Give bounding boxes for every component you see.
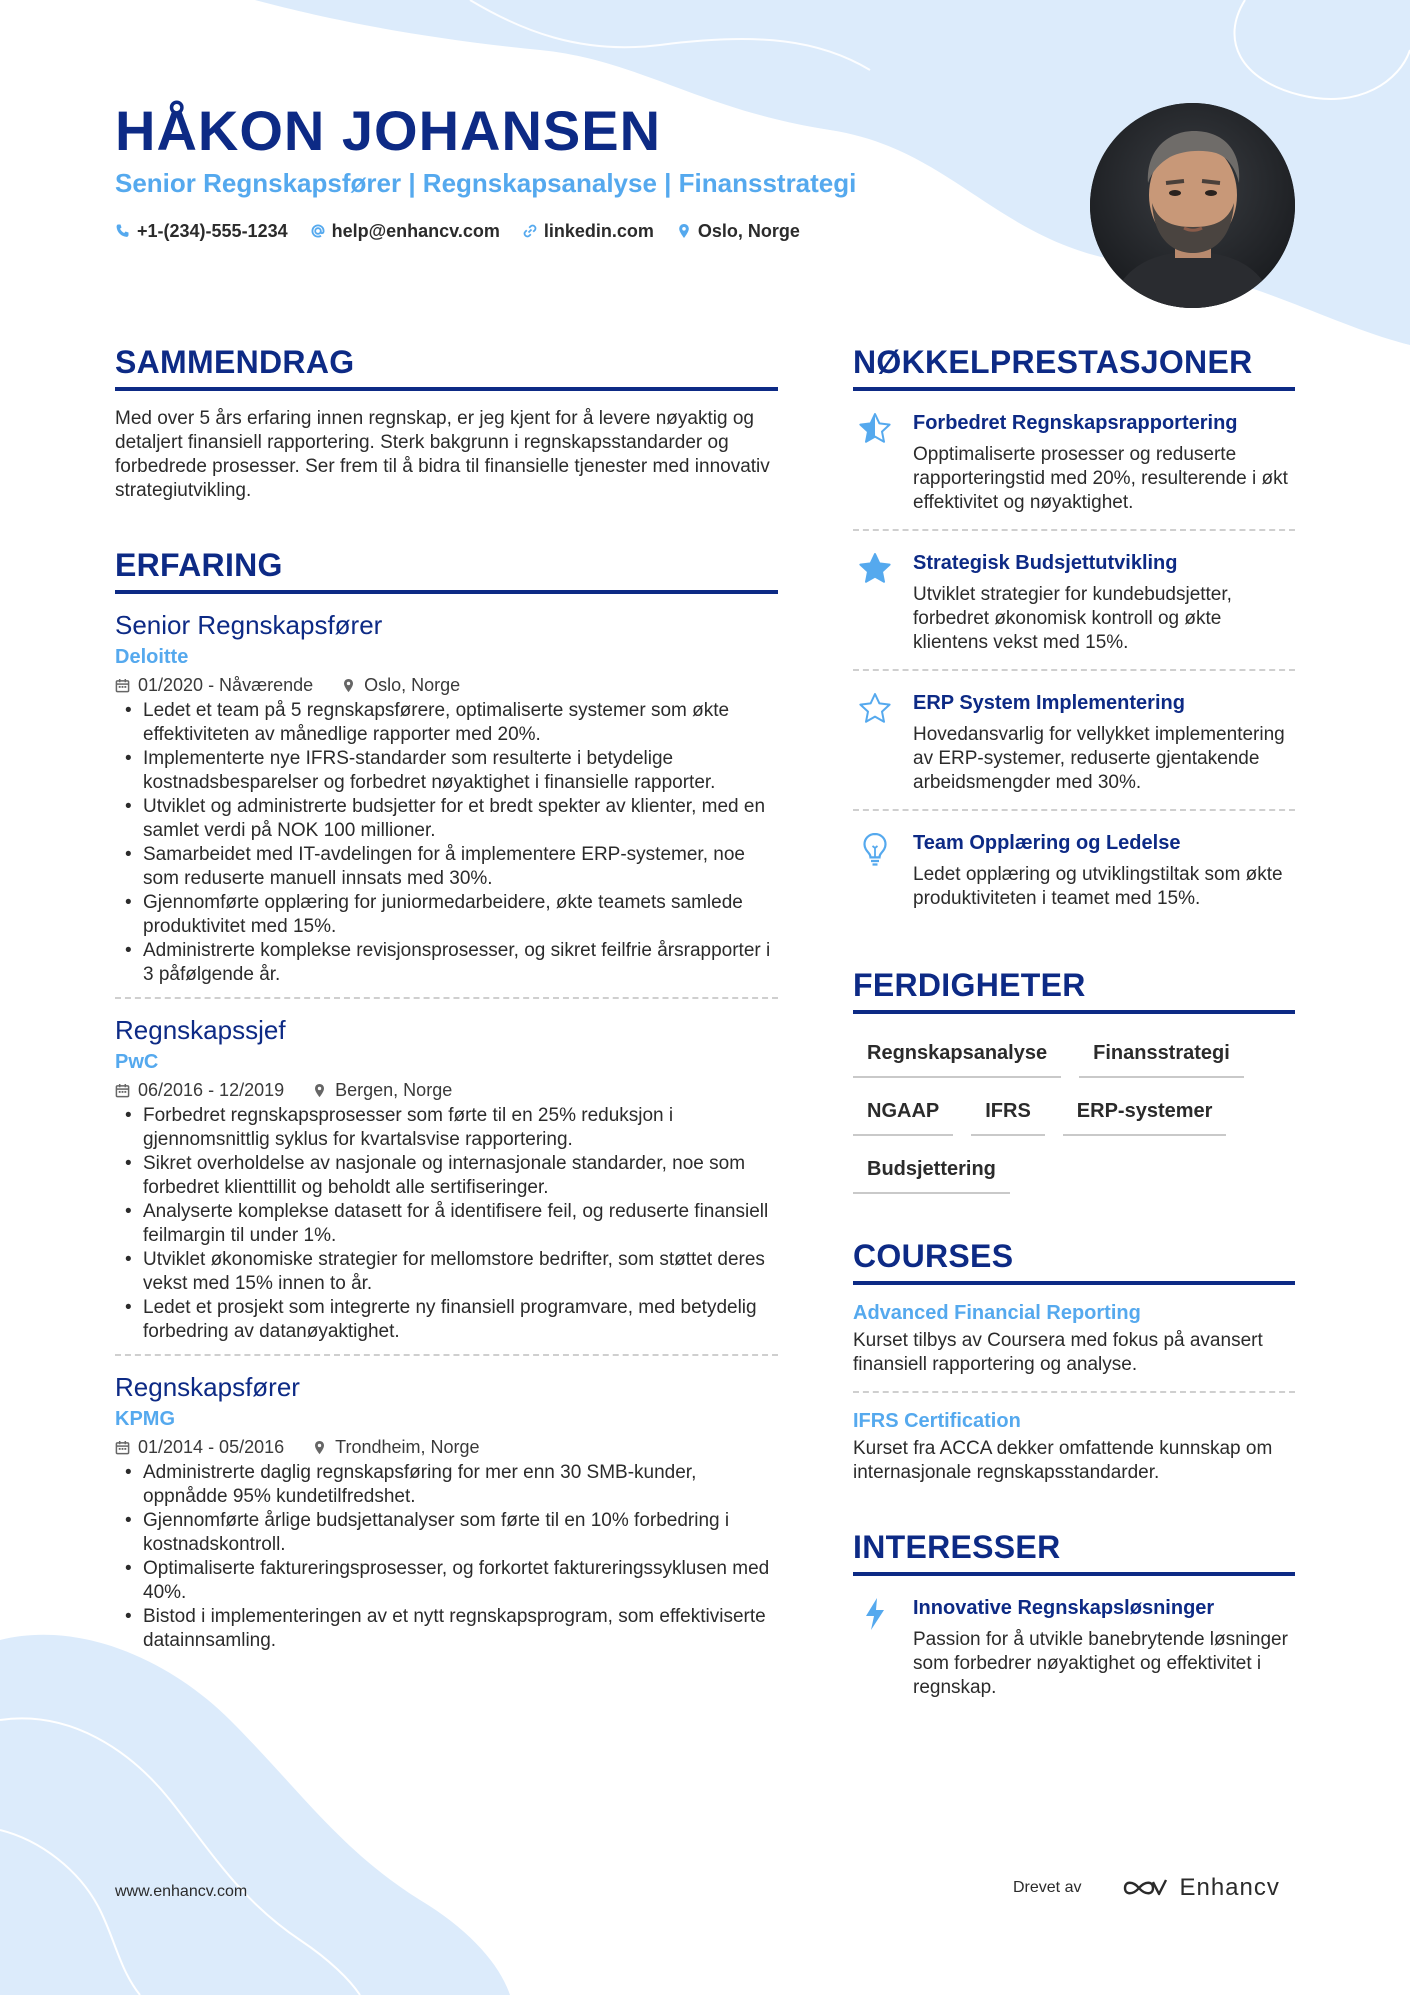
job-bullets	[115, 1104, 778, 1344]
right-column	[853, 340, 1295, 1714]
left-column	[115, 340, 778, 1653]
achievement-desc: Hovedansvarlig for vellykket implementering av ERP-systemer, reduserte gjentakende arbeidsmengder med 30%.	[913, 724, 1285, 793]
job-entry	[115, 594, 778, 999]
enhancv-logo-icon	[1121, 1875, 1169, 1901]
job-bullet: • Bistod i implementeringen av et nytt regnskapsprogram, som effektiviserte datainnsamling.	[115, 1605, 778, 1653]
job-meta	[115, 1077, 778, 1103]
course-title: IFRS Certification	[853, 1410, 1021, 1432]
job-location	[341, 672, 460, 698]
location-pin-icon	[676, 223, 692, 239]
job-bullet: • Utviklet økonomiske strategier for mellomstore bedrifter, som støttet deres vekst med 15% innen to år.	[115, 1248, 778, 1296]
linkedin-text: linkedin.com	[543, 221, 654, 241]
lightning-icon	[857, 1596, 893, 1632]
profile-photo	[1090, 103, 1295, 308]
footer-branding	[1013, 1874, 1280, 1902]
contact-email[interactable]	[310, 218, 500, 244]
job-meta	[115, 672, 778, 698]
job-entry	[115, 999, 778, 1356]
job-location	[312, 1077, 452, 1103]
job-location	[312, 1434, 479, 1460]
at-icon	[310, 223, 326, 239]
job-company: KPMG	[115, 1408, 175, 1430]
course-title: Advanced Financial Reporting	[853, 1302, 1141, 1324]
contact-location	[676, 218, 800, 244]
portrait-illustration	[1090, 103, 1295, 308]
achievement-item	[853, 531, 1295, 669]
location-pin-icon	[341, 678, 356, 693]
course-desc: Kurset tilbys av Coursera med fokus på avansert finansiell rapportering og analyse.	[853, 1330, 1263, 1375]
link-icon	[522, 223, 538, 239]
job-bullet: • Forbedret regnskapsprosesser som førte til en 25% reduksjon i gjennomsnittlig syklus for kvartalsvise rapportering.	[115, 1104, 778, 1152]
job-company: PwC	[115, 1051, 159, 1073]
job-dates-text: 06/2016 - 12/2019	[138, 1080, 285, 1100]
job-dates-text: 01/2014 - 05/2016	[138, 1437, 285, 1457]
email-text: help@enhancv.com	[331, 221, 500, 241]
enhancv-logo-text: Enhancv	[1179, 1874, 1280, 1901]
job-bullet: • Analyserte komplekse datasett for å identifisere feil, og reduserte finansiell feilmargin til under 1%.	[115, 1200, 778, 1248]
powered-by-text: Drevet av	[1013, 1879, 1082, 1896]
job-location-text: Trondheim, Norge	[335, 1437, 480, 1457]
skill-tag: NGAAP	[853, 1092, 953, 1136]
achievements-title: NØKKELPRESTASJONER	[853, 340, 1295, 391]
achievement-title: Strategisk Budsjettutvikling	[913, 552, 1178, 574]
achievement-item	[853, 391, 1295, 529]
interest-desc: Passion for å utvikle banebrytende løsninger som forbedrer nøyaktighet og effektivitet i regnskap.	[913, 1629, 1288, 1698]
job-location-text: Bergen, Norge	[335, 1080, 453, 1100]
star-outline-icon	[857, 691, 893, 727]
achievement-item	[853, 811, 1295, 925]
job-bullet: • Sikret overholdelse av nasjonale og internasjonale standarder, noe som forbedret klienttillit og beholdt alle sertifiseringer.	[115, 1152, 778, 1200]
achievement-title: Forbedret Regnskapsrapportering	[913, 412, 1238, 434]
job-entry	[115, 1356, 778, 1653]
job-meta	[115, 1434, 778, 1460]
job-bullet: • Implementerte nye IFRS-standarder som resulterte i betydelige kostnadsbesparelser og forbedret nøyaktighet i finansielle rapporter.	[115, 747, 778, 795]
skill-tag: Finansstrategi	[1079, 1034, 1244, 1078]
job-bullet: • Administrerte komplekse revisjonsprosesser, og sikret feilfrie årsrapporter i 3 påfølgende år.	[115, 939, 778, 987]
courses-title: COURSES	[853, 1234, 1295, 1285]
interests-title: INTERESSER	[853, 1525, 1295, 1576]
skill-tag: Budsjettering	[853, 1150, 1010, 1194]
location-pin-icon	[312, 1083, 327, 1098]
job-bullet: • Ledet et team på 5 regnskapsførere, optimaliserte systemer som økte effektiviteten av månedlige rapporter med 20%.	[115, 699, 778, 747]
job-title: Regnskapssjef	[115, 1015, 286, 1045]
enhancv-logo[interactable]	[1121, 1874, 1279, 1902]
job-location-text: Oslo, Norge	[364, 675, 461, 695]
job-bullets	[115, 1461, 778, 1653]
contact-linkedin[interactable]	[522, 218, 654, 244]
phone-icon	[115, 223, 131, 239]
skills-title: FERDIGHETER	[853, 963, 1295, 1014]
achievement-title: Team Opplæring og Ledelse	[913, 832, 1181, 854]
job-title: Regnskapsfører	[115, 1372, 300, 1402]
candidate-tagline: Senior Regnskapsfører | Regnskapsanalyse | Finansstrategi	[115, 168, 857, 198]
job-bullet: • Administrerte daglig regnskapsføring for mer enn 30 SMB-kunder, oppnådde 95% kundetilfredshet.	[115, 1461, 778, 1509]
achievement-desc: Utviklet strategier for kundebudsjetter, forbedret økonomisk kontroll og økte klientens vekst med 15%.	[913, 584, 1232, 653]
calendar-icon	[115, 678, 130, 693]
contact-phone[interactable]	[115, 218, 288, 244]
job-bullets	[115, 699, 778, 987]
job-bullet: • Optimaliserte faktureringsprosesser, og forkortet faktureringssyklusen med 40%.	[115, 1557, 778, 1605]
achievement-title: ERP System Implementering	[913, 692, 1185, 714]
calendar-icon	[115, 1440, 130, 1455]
course-desc: Kurset fra ACCA dekker omfattende kunnskap om internasjonale regnskapsstandarder.	[853, 1438, 1273, 1483]
summary-text: Med over 5 års erfaring innen regnskap, er jeg kjent for å levere nøyaktig og detaljert finansiell rapportering. Sterk bakgrunn i regnskapsstandarder og forbedrede prosesser. Ser frem til å bidra til finansielle tjenester med innovativ strategiutvikling.	[115, 408, 770, 501]
course-divider	[853, 1391, 1295, 1393]
interest-title: Innovative Regnskapsløsninger	[913, 1597, 1215, 1619]
job-bullet: • Gjennomførte opplæring for juniormedarbeidere, økte teamets samlede produktivitet med 15%.	[115, 891, 778, 939]
skill-tag: Regnskapsanalyse	[853, 1034, 1061, 1078]
job-bullet: • Gjennomførte årlige budsjettanalyser som førte til en 10% forbedring i kostnadskontroll.	[115, 1509, 778, 1557]
contact-bar	[115, 218, 800, 244]
job-dates-text: 01/2020 - Nåværende	[138, 675, 314, 695]
interest-item	[853, 1576, 1295, 1714]
location-pin-icon	[312, 1440, 327, 1455]
job-title: Senior Regnskapsfører	[115, 610, 383, 640]
star-half-icon	[857, 411, 893, 447]
candidate-name: HÅKON JOHANSEN	[115, 99, 662, 162]
experience-title: ERFARING	[115, 543, 778, 594]
footer-website[interactable]: www.enhancv.com	[115, 1883, 248, 1900]
skills-list	[853, 1034, 1295, 1194]
calendar-icon	[115, 1083, 130, 1098]
job-bullet: • Utviklet og administrerte budsjetter for et bredt spekter av klienter, med en samlet verdi på NOK 100 millioner.	[115, 795, 778, 843]
job-bullet: • Samarbeidet med IT-avdelingen for å implementere ERP-systemer, noe som reduserte manuell innsats med 30%.	[115, 843, 778, 891]
star-filled-icon	[857, 551, 893, 587]
achievement-desc: Ledet opplæring og utviklingstiltak som økte produktiviteten i teamet med 15%.	[913, 864, 1283, 909]
achievement-item	[853, 671, 1295, 809]
lightbulb-icon	[857, 831, 893, 867]
summary-title: SAMMENDRAG	[115, 340, 778, 391]
skill-tag: IFRS	[971, 1092, 1045, 1136]
job-dates	[115, 1077, 284, 1103]
job-dates	[115, 1434, 284, 1460]
job-bullet: • Ledet et prosjekt som integrerte ny finansiell programvare, med betydelig forbedring av datanøyaktighet.	[115, 1296, 778, 1344]
phone-text: +1-(234)-555-1234	[137, 221, 288, 241]
location-text: Oslo, Norge	[697, 221, 800, 241]
achievement-desc: Opptimaliserte prosesser og reduserte rapporteringstid med 20%, resulterende i økt effektivitet og nøyaktighet.	[913, 444, 1288, 513]
job-dates	[115, 672, 313, 698]
skill-tag: ERP-systemer	[1063, 1092, 1227, 1136]
job-company: Deloitte	[115, 646, 189, 668]
